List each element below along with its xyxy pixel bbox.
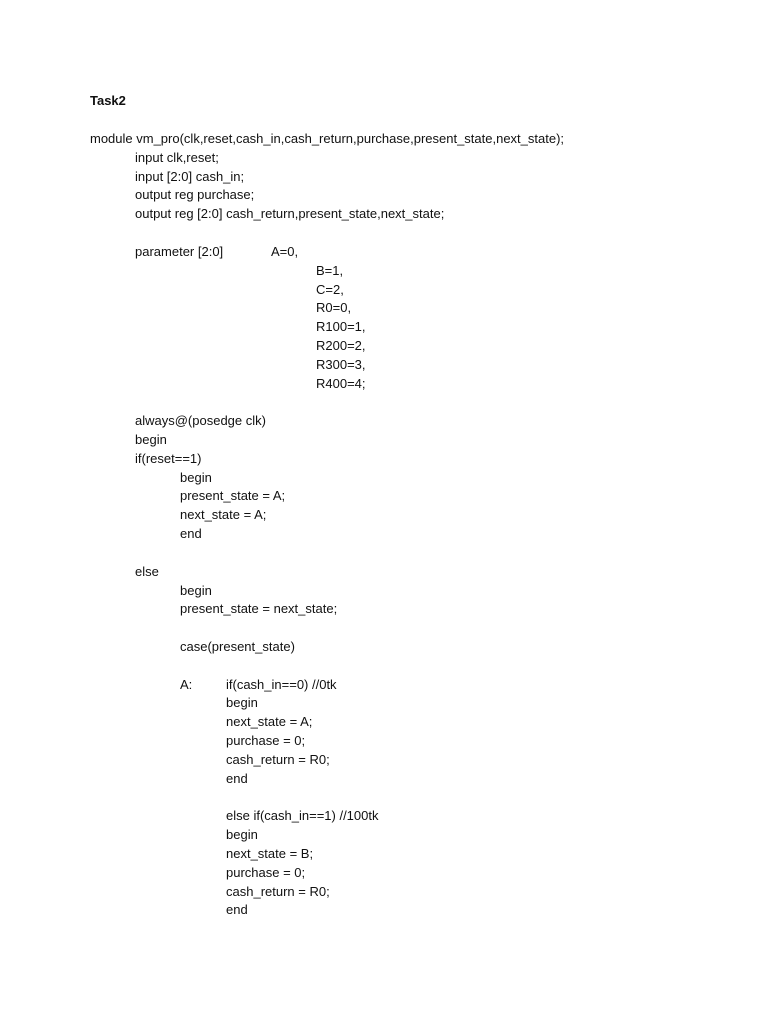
parameter-value: R0=0, [316,300,352,316]
code-line [90,901,750,920]
code-line [90,713,750,732]
code-line [90,412,750,431]
code-line [90,168,750,187]
code-text: begin [226,827,258,843]
code-line [90,450,750,469]
code-text: purchase = 0; [226,864,306,880]
code-text: cash_return = R0; [226,751,330,767]
parameter-value: C=2, [316,281,344,297]
blank-line [90,619,750,638]
code-line [90,299,750,318]
code-line [90,751,750,770]
parameter-value: R100=1, [316,319,366,335]
blank-line [90,544,750,563]
code-line [90,807,750,826]
code-text: else if(cash_in==1) //100tk [226,808,379,824]
document-title: Task2 [90,93,126,108]
code-line [90,149,750,168]
code-line [90,582,750,601]
code-line [90,130,750,149]
code-text: module vm_pro(clk,reset,cash_in,cash_return,purchase,present_state,next_state); [90,131,565,146]
parameter-value: A=0, [271,243,299,259]
blank-line [90,657,750,676]
code-line [90,676,750,695]
code-line [90,694,750,713]
code-text: output reg [2:0] cash_return,present_state,next_state; [135,206,445,222]
blank-line [90,393,750,412]
blank-line [90,788,750,807]
code-line [90,375,750,394]
code-text: next_state = B; [226,845,314,861]
blank-line [90,224,750,243]
code-text: next_state = A; [180,507,267,523]
code-text: present_state = A; [180,488,286,504]
code-line [90,431,750,450]
code-text: cash_return = R0; [226,883,330,899]
code-text: begin [135,432,167,447]
code-line [90,487,750,506]
code-text: always@(posedge clk) [135,413,266,429]
case-label: A: [180,676,193,692]
code-line [90,845,750,864]
code-block [90,130,750,920]
code-line [90,318,750,337]
code-line [90,186,750,205]
code-text: output reg purchase; [135,187,255,203]
case-statement: if(cash_in==0) //0tk [226,676,337,692]
code-text: purchase = 0; [226,733,306,748]
code-text: next_state = A; [226,714,313,730]
code-line [90,356,750,375]
code-text: begin [180,469,212,485]
code-text: input [2:0] cash_in; [135,168,245,184]
code-text: case(present_state) [180,638,295,654]
code-line [90,826,750,845]
code-line [90,337,750,356]
parameter-declaration: parameter [2:0] [135,243,224,259]
parameter-value: B=1, [316,262,344,278]
code-line [90,563,750,582]
code-line [90,262,750,281]
code-line [90,638,750,657]
code-line [90,243,750,262]
code-line [90,864,750,883]
code-line [90,281,750,300]
code-line [90,469,750,488]
parameter-value: R300=3, [316,356,366,372]
code-line [90,732,750,751]
code-line [90,525,750,544]
code-line [90,506,750,525]
code-text: end [226,902,248,918]
code-text: if(reset==1) [135,450,202,466]
code-text: end [180,526,202,542]
code-text: present_state = next_state; [180,601,338,617]
code-line [90,205,750,224]
code-line [90,883,750,902]
parameter-value: R200=2, [316,337,366,353]
code-line [90,770,750,789]
code-line [90,600,750,619]
code-text: input clk,reset; [135,149,219,165]
parameter-value: R400=4; [316,375,366,391]
code-text: begin [180,582,212,598]
code-text: begin [226,695,258,711]
code-text: else [135,563,159,579]
code-text: end [226,770,248,786]
